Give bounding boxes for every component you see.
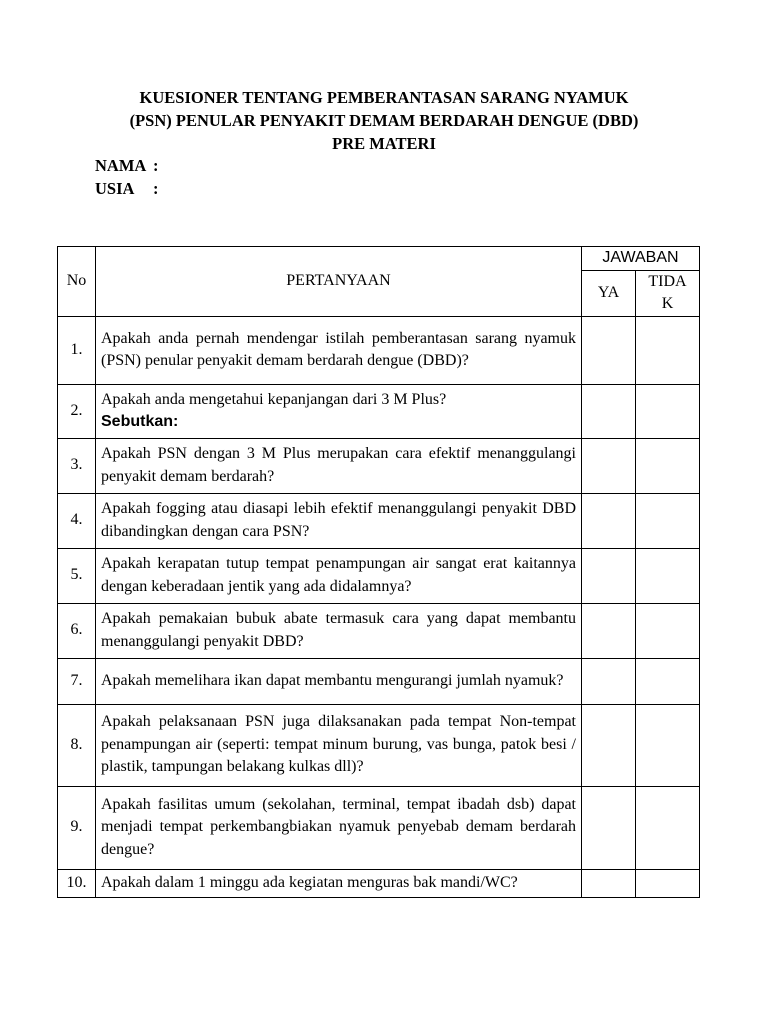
answer-yes-cell[interactable]	[582, 704, 636, 786]
table-row	[58, 869, 700, 897]
table-row	[58, 658, 700, 704]
answer-yes-cell[interactable]	[582, 493, 636, 548]
table-row	[58, 438, 700, 493]
row-number: 6.	[58, 603, 96, 658]
table-row	[58, 704, 700, 786]
row-number: 10.	[58, 869, 96, 897]
document-title-line-2: (PSN) PENULAR PENYAKIT DEMAM BERDARAH DENGUE (DBD)	[129, 111, 639, 130]
answer-no-cell[interactable]	[636, 438, 700, 493]
questionnaire-table	[57, 246, 700, 898]
answer-no-cell[interactable]	[636, 869, 700, 897]
answer-yes-cell[interactable]	[582, 384, 636, 438]
table-header-row	[58, 247, 700, 271]
answer-no-cell[interactable]	[636, 548, 700, 603]
question-text: Apakah pemakaian bubuk abate termasuk cara yang dapat membantu menanggulangi penyakit DBD?	[96, 603, 582, 658]
table-row	[58, 603, 700, 658]
header-no-answer	[636, 270, 700, 316]
nama-colon: :	[153, 156, 159, 175]
table-row	[58, 493, 700, 548]
question-text: Apakah fogging atau diasapi lebih efektif menanggulangi penyakit DBD dibandingkan dengan cara PSN?	[96, 493, 582, 548]
question-text: Apakah dalam 1 minggu ada kegiatan menguras bak mandi/WC?	[96, 869, 582, 897]
row-number: 1.	[58, 316, 96, 384]
sebutkan-label: Sebutkan:	[101, 413, 179, 430]
header-yes: YA	[582, 270, 636, 316]
row-number: 3.	[58, 438, 96, 493]
row-number: 5.	[58, 548, 96, 603]
answer-yes-cell[interactable]	[582, 603, 636, 658]
nama-label: NAMA	[95, 156, 147, 175]
answer-yes-cell[interactable]	[582, 548, 636, 603]
question-text: Apakah fasilitas umum (sekolahan, terminal, tempat ibadah dsb) dapat menjadi tempat perkembangbiakan nyamuk penyebab demam berdarah dengue?	[96, 786, 582, 869]
answer-no-cell[interactable]	[636, 704, 700, 786]
question-text: Apakah PSN dengan 3 M Plus merupakan cara efektif menanggulangi penyakit demam berdarah?	[96, 438, 582, 493]
answer-yes-cell[interactable]	[582, 869, 636, 897]
question-cell	[96, 384, 582, 438]
question-text: Apakah kerapatan tutup tempat penampungan air sangat erat kaitannya dengan keberadaan jentik yang ada didalamnya?	[96, 548, 582, 603]
answer-yes-cell[interactable]	[582, 438, 636, 493]
answer-yes-cell[interactable]	[582, 316, 636, 384]
question-text: Apakah anda mengetahui kepanjangan dari 3 M Plus?	[101, 390, 447, 408]
usia-label: USIA	[95, 179, 135, 198]
question-text: Apakah anda pernah mendengar istilah pemberantasan sarang nyamuk (PSN) penular penyakit demam berdarah dengue (DBD)?	[96, 316, 582, 384]
document-subtitle: PRE MATERI	[332, 134, 436, 153]
usia-field	[95, 178, 159, 200]
answer-no-cell[interactable]	[636, 658, 700, 704]
answer-no-cell[interactable]	[636, 603, 700, 658]
row-number: 2.	[58, 384, 96, 438]
nama-field	[95, 155, 159, 177]
header-no-answer-line1: TIDA	[648, 272, 687, 290]
table-row	[58, 786, 700, 869]
question-text: Apakah memelihara ikan dapat membantu mengurangi jumlah nyamuk?	[96, 658, 582, 704]
answer-no-cell[interactable]	[636, 316, 700, 384]
answer-no-cell[interactable]	[636, 493, 700, 548]
answer-yes-cell[interactable]	[582, 658, 636, 704]
row-number: 7.	[58, 658, 96, 704]
header-no-answer-line2: K	[661, 295, 674, 312]
usia-colon: :	[153, 179, 159, 198]
header-no: No	[58, 247, 96, 317]
header-question: PERTANYAAN	[96, 247, 582, 317]
table-row	[58, 384, 700, 438]
answer-no-cell[interactable]	[636, 786, 700, 869]
answer-yes-cell[interactable]	[582, 786, 636, 869]
row-number: 9.	[58, 786, 96, 869]
header-answer: JAWABAN	[582, 247, 700, 271]
row-number: 8.	[58, 704, 96, 786]
table-row	[58, 548, 700, 603]
row-number: 4.	[58, 493, 96, 548]
document-title-line-1: KUESIONER TENTANG PEMBERANTASAN SARANG NYAMUK	[139, 88, 629, 107]
table-row	[58, 316, 700, 384]
question-text: Apakah pelaksanaan PSN juga dilaksanakan pada tempat Non-tempat penampungan air (seperti: tempat minum burung, vas bunga, patok besi / plastik, tampungan belakang kulkas dll)?	[96, 704, 582, 786]
answer-no-cell[interactable]	[636, 384, 700, 438]
